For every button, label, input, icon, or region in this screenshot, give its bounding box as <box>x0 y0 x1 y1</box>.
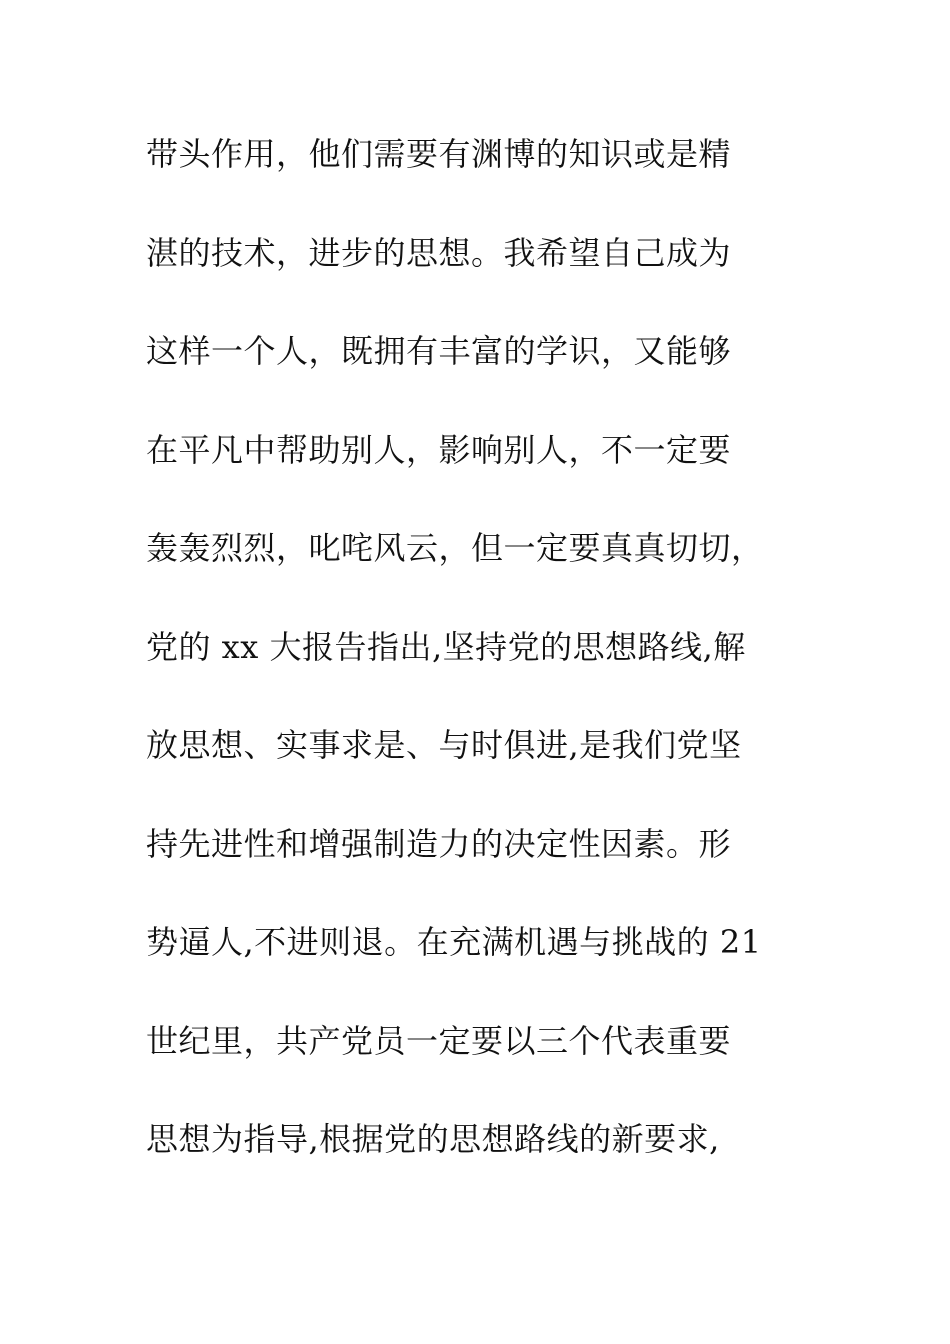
text-line: 世纪里，共产党员一定要以三个代表重要 <box>146 1021 732 1060</box>
text-line: 放思想、实事求是、与时俱进,是我们党坚 <box>146 726 742 764</box>
text-line: 思想为指导,根据党的思想路线的新要求, <box>146 1120 720 1158</box>
text-line: 在平凡中帮助别人，影响别人，不一定要 <box>146 430 732 469</box>
text-line: 持先进性和增强制造力的决定性因素。形 <box>146 824 732 863</box>
text-line: 湛的技术，进步的思想。我希望自己成为 <box>146 233 732 272</box>
text-line: 轰轰烈烈，叱咤风云，但一定要真真切切， <box>146 529 764 567</box>
text-line: 这样一个人，既拥有丰富的学识，又能够 <box>146 332 732 370</box>
body-text <box>146 122 826 1206</box>
text-line: 党的 xx 大报告指出,坚持党的思想路线,解 <box>146 627 746 666</box>
text-line: 势逼人,不进则退。在充满机遇与挑战的 21 <box>146 923 762 961</box>
text-line: 带头作用，他们需要有渊博的知识或是精 <box>146 135 732 173</box>
